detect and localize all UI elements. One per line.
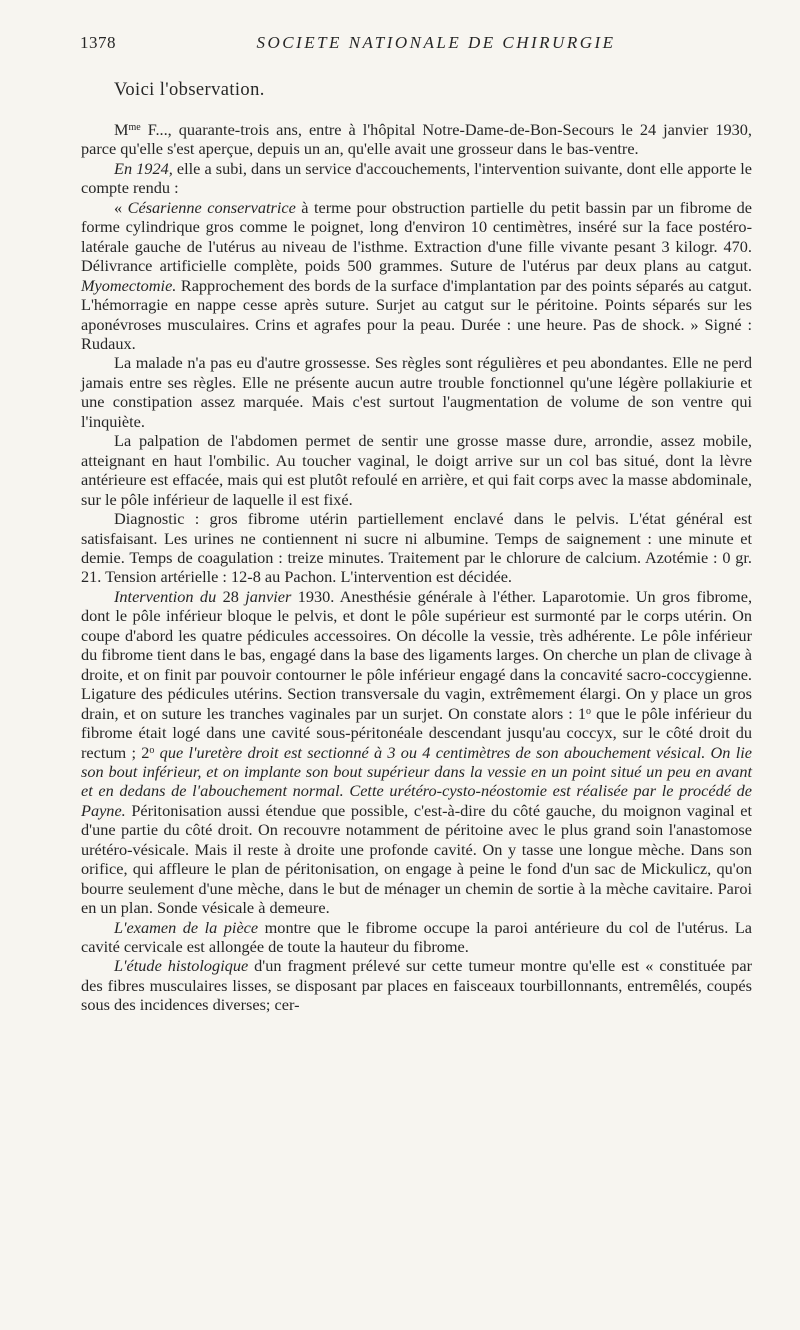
paragraph-7: Intervention du 28 janvier 1930. Anesthésie générale à l'éther. Laparotomie. Un gros fibrome, dont le pôle inférieur bloque le pelvis, et dont le pôle supérieur est surmonté par le corps utérin. On coupe d'abord les quatre pédicules accessoires. On décolle la vessie, très adhérente. Le pôle inférieur du fibrome tient dans le bas, engagé dans la base des ligaments larges. On cherche un plan de clivage à droite, et on finit par pouvoir contourner le pôle inférieur engagé dans la concavité sacro-coccygienne. Ligature des pédicules utérins. Section transversale du vagin, extrêmement élargi. On y place un gros drain, et on suture les tranches vaginales par un surjet. On constate alors : 1$^o$ que le pôle inférieur du fibrome était logé dans une cavité sous-péritonéale descendant jusqu'au coccyx, sur le côté droit du rectum ; 2$^o$ que l'uretère droit est sectionné à 3 ou 4 centimètres de son abouchement vésical. On lie son bout inférieur, et on implante son bout supérieur dans la vessie en un point situé un peu en avant et en dedans de l'abouchement normal. Cette urétéro-cysto-néostomie est réalisée par le procédé de Payne. Péritonisation aussi étendue que possible, c'est-à-dire du côté gauche, du moignon vaginal et d'une partie du côté droit. On recouvre notamment de péritoine avec le plus grand soin l'anastomose urétéro-vésicale. Mais il reste à droite une profonde cavité. On y tasse une longue mèche. Dans son orifice, qui affleure le plan de péritonisation, on engage à peine le fond d'un sac de Mickulicz, qu'on bourre seulement d'une mèche, dans le but de ménager un chemin de sortie à la mèche cavitaire. Paroi en un plan. Sonde vésicale à demeure.	[81, 586, 753, 918]
intro-line: Voici l'observation.	[114, 80, 265, 100]
paragraph-4: La malade n'a pas eu d'autre grossesse. Ses règles sont régulières et peu abondantes. Elle ne perd jamais entre ses règles. Elle ne présente aucun autre trouble fonctionnel qu'une légère pollakiurie et une constipation assez marquée. Mais c'est surtout l'augmentation de volume de son ventre qui l'inquiète.	[81, 353, 752, 431]
paragraph-6: Diagnostic : gros fibrome utérin partiellement enclavé dans le pelvis. L'état général est satisfaisant. Les urines ne contiennent ni sucre ni albumine. Temps de saignement : une minute et demie. Temps de coagulation : treize minutes. Traitement par le chlorure de calcium. Azotémie : 0 gr. 21. Tension artérielle : 12-8 au Pachon. L'intervention est décidée.	[81, 509, 752, 587]
body-text	[81, 120, 752, 1015]
superscript: me	[128, 122, 141, 133]
running-title: SOCIETE NATIONALE DE CHIRURGIE	[256, 33, 616, 52]
page-header	[80, 33, 752, 57]
paragraph-3: « Césarienne conservatrice à terme pour obstruction partielle du petit bassin par un fibrome de forme cylindrique gros comme le poignet, long d'environ 10 centimètres, inséré sur la face postéro-latérale gauche de l'utérus au niveau de l'isthme. Extraction d'une fille vivante pesant 3 kilogr. 470. Délivrance artificielle complète, poids 500 grammes. Suture de l'utérus par deux plans au catgut. Myomectomie. Rapprochement des bords de la surface d'implantation par des points séparés au catgut. L'hémorragie en nappe cesse après suture. Surjet au catgut sur le péritoine. Points séparés sur les aponévroses musculaires. Crins et agrafes pour la peau. Durée : une heure. Pas de shock. » Signé : Rudaux.	[81, 197, 752, 353]
paragraph-2: En 1924, elle a subi, dans un service d'accouchements, l'intervention suivante, dont elle apporte le compte rendu :	[81, 158, 752, 198]
paragraph-8: L'examen de la pièce montre que le fibrome occupe la paroi antérieure du col de l'utérus. La cavité cervicale est allongée de toute la hauteur du fibrome.	[81, 917, 752, 957]
paragraph-5: La palpation de l'abdomen permet de sentir une grosse masse dure, arrondie, assez mobile, atteignant en haut l'ombilic. Au toucher vaginal, le doigt arrive sur un col bas situé, dont la lèvre antérieure est effacée, mais qui est plutôt refoulé en arrière, et qui fait corps avec la masse abdominale, sur le pôle inférieur de laquelle il est fixé.	[81, 431, 752, 509]
paragraph-1: $M^{me}$ F..., quarante-trois ans, entre à l'hôpital Notre-Dame-de-Bon-Secours le 24 janvier 1930, parce qu'elle s'est aperçue, depuis un an, qu'elle avait une grosseur dans le bas-ventre.	[81, 120, 752, 159]
page-number: 1378	[80, 33, 116, 52]
paragraph-9: L'étude histologique d'un fragment prélevé sur cette tumeur montre qu'elle est « constituée par des fibres musculaires lisses, se disposant par places en faisceaux tourbillonnants, entremêlés, coupés sous des incidences diverses; cer-	[81, 956, 752, 1015]
